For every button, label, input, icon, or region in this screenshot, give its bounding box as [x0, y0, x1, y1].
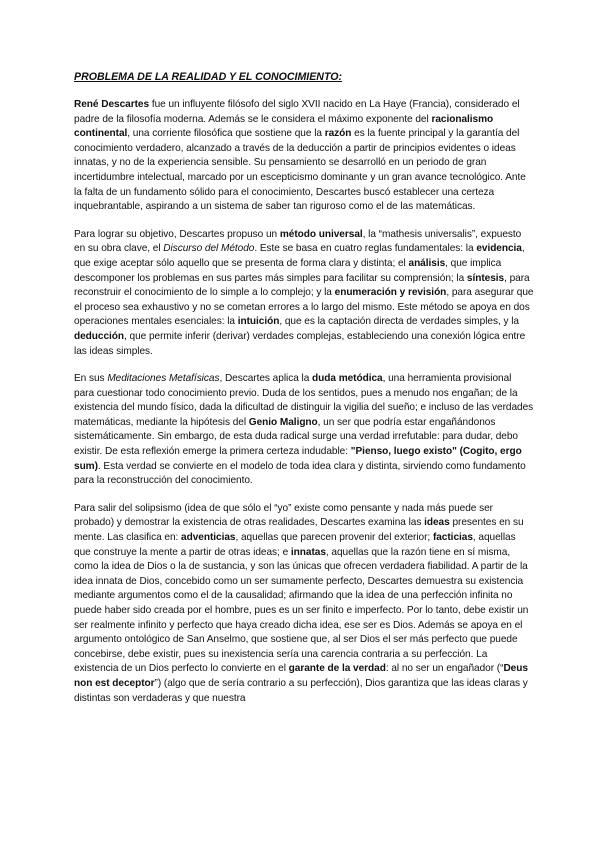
text-run: , que permite inferir (derivar) verdades complejas, estableciendo una conexión lógica entre las ideas simples.: [74, 330, 526, 357]
italic-title: Meditaciones Metafísicas: [107, 373, 220, 385]
text-run: , una herramienta provisional para cuestionar todo conocimiento previo. Duda de los sentidos, pues a menudo nos engañan; de la existencia del mundo físico, dada la dificultad de distinguir la vigilia del sueño; e incluso de las verdades matemáticas, mediante la hipótesis del: [74, 373, 534, 428]
text-run: ”) (algo que de sería contrario a su perfección), Dios garantiza que las ideas claras y distintas son verdaderas y que nuestra: [74, 677, 528, 704]
text-run: , Descartes aplica la: [219, 373, 313, 385]
text-run: , una corriente filosófica que sostiene que la: [127, 128, 325, 140]
text-run: , que es la captación directa de verdades simples, y la: [279, 316, 519, 328]
italic-title: Discurso del Método: [163, 243, 255, 255]
bold-term: facticias: [432, 532, 473, 544]
text-run: Para salir del solipsismo (idea de que sólo el “yo” existe como pensante y nada más puede ser probado) y demostrar la existencia de otras realidades, Descartes examina las: [74, 502, 493, 529]
bold-term: enumeración y revisión: [334, 287, 447, 299]
bold-term: garante de la verdad: [288, 663, 386, 675]
paragraph-ideas-dios: [74, 502, 534, 706]
bold-term: análisis: [408, 257, 446, 269]
text-run: , para asegurar que el proceso sea exhaustivo y no se cometan errores a lo largo del mismo. Este método se apoya en dos operaciones mentales esenciales: la: [74, 287, 534, 328]
bold-term: razón: [324, 128, 352, 140]
text-run: , que exige aceptar sólo aquello que se presenta de forma clara y distinta; el: [74, 243, 525, 269]
text-run: es la fuente principal y la garantía del conocimiento verdadero, alcanzado a través de la deducción a partir de principios evidentes o ideas innatas, y no de la experiencia sensible. Su pensamiento se desarrolló en un periodo de gran incertidumbre intelectual, marcado por un escepticismo dominante y un gran avance tecnológico. Ante la falta de un fundamento sólido para el conocimiento, Descartes buscó establecer una certeza inquebrantable, aspirando a un sistema de saber tan riguroso como el de las matemáticas.: [74, 128, 526, 213]
text-run: , aquellas que la razón tiene en sí misma, como la idea de Dios o la de sustancia, y son las únicas que ofrecen verdadera fiabilidad. A partir de la idea innata de Dios, concebido como un ser sumamente perfecto, Descartes demuestra su existencia mediante argumentos como el de la causalidad; afirmando que la idea de una perfección infinita no puede haber sido creada por el hombre, pues es un ser finito e imperfecto. Por lo tanto, debe existir un ser realmente infinito y perfecto que haya creado dicha idea, ese ser es Dios. Además se apoya en el argumento ontológico de San Anselmo, que sostiene que, al ser Dios el ser más perfecto que puede concebirse, debe existir, pues su inexistencia sería una carencia contraria a su perfección. La existencia de un Dios perfecto lo convierte en el: [74, 546, 529, 675]
text-run: , un ser que podría estar engañándonos sistemáticamente. Sin embargo, de esta duda radical surge una verdad irrefutable: para dudar, debo existir. De esta reflexión emerge la primera certeza indudable:: [74, 416, 518, 458]
text-run: : al no ser un engañador (“: [385, 663, 504, 675]
text-run: fue un influyente filósofo del siglo XVII nacido en La Haye (Francia), considerado el padre de la filosofía moderna. Además se le considera el máximo exponente del: [74, 99, 520, 125]
bold-term: René Descartes: [74, 99, 150, 110]
bold-term: síntesis: [466, 272, 505, 284]
bold-term: intuición: [237, 316, 280, 328]
bold-term: "Pienso, luego existo" (Cogito, ergo sum): [74, 446, 522, 472]
text-run: presentes en su mente. Las clasifica en:: [74, 517, 524, 544]
bold-term: evidencia: [476, 243, 522, 255]
document-title: PROBLEMA DE LA REALIDAD Y EL CONOCIMIENTO:: [74, 71, 342, 83]
bold-term: Deus non est deceptor: [74, 663, 528, 689]
bold-term: duda metódica: [312, 373, 383, 385]
text-run: , aquellas que construye la mente a partir de otras ideas; e: [74, 532, 516, 558]
bold-term: innatas: [290, 546, 326, 558]
bold-term: deducción: [74, 330, 125, 342]
bold-term: método universal: [279, 228, 363, 240]
bold-term: ideas: [424, 517, 450, 529]
paragraph-metodo: [74, 228, 534, 359]
text-run: En sus: [74, 373, 108, 385]
paragraph-descartes-intro: [74, 98, 534, 215]
bold-term: racionalismo continental: [74, 113, 494, 140]
text-run: , para reconstruir el conocimiento de lo simple a lo complejo; y la: [74, 272, 530, 299]
text-run: . Este se basa en cuatro reglas fundamentales: la: [254, 243, 477, 255]
text-run: , aquellas que parecen provenir del exterior;: [235, 532, 433, 544]
text-run: Para lograr su objetivo, Descartes propuso un: [74, 228, 280, 240]
bold-term: Genio Maligno: [248, 416, 318, 428]
bold-term: adventicias: [181, 532, 236, 544]
text-run: , que implica descomponer los problemas en sus partes más simples para facilitar su comprensión; la: [74, 257, 502, 284]
paragraph-duda-metodica: [74, 372, 534, 489]
text-run: , la “mathesis universalis”, expuesto en su obra clave, el: [74, 228, 522, 255]
text-run: . Esta verdad se convierte en el modelo de toda idea clara y distinta, sirviendo como fundamento para la reconstrucción del conocimiento.: [74, 460, 526, 487]
